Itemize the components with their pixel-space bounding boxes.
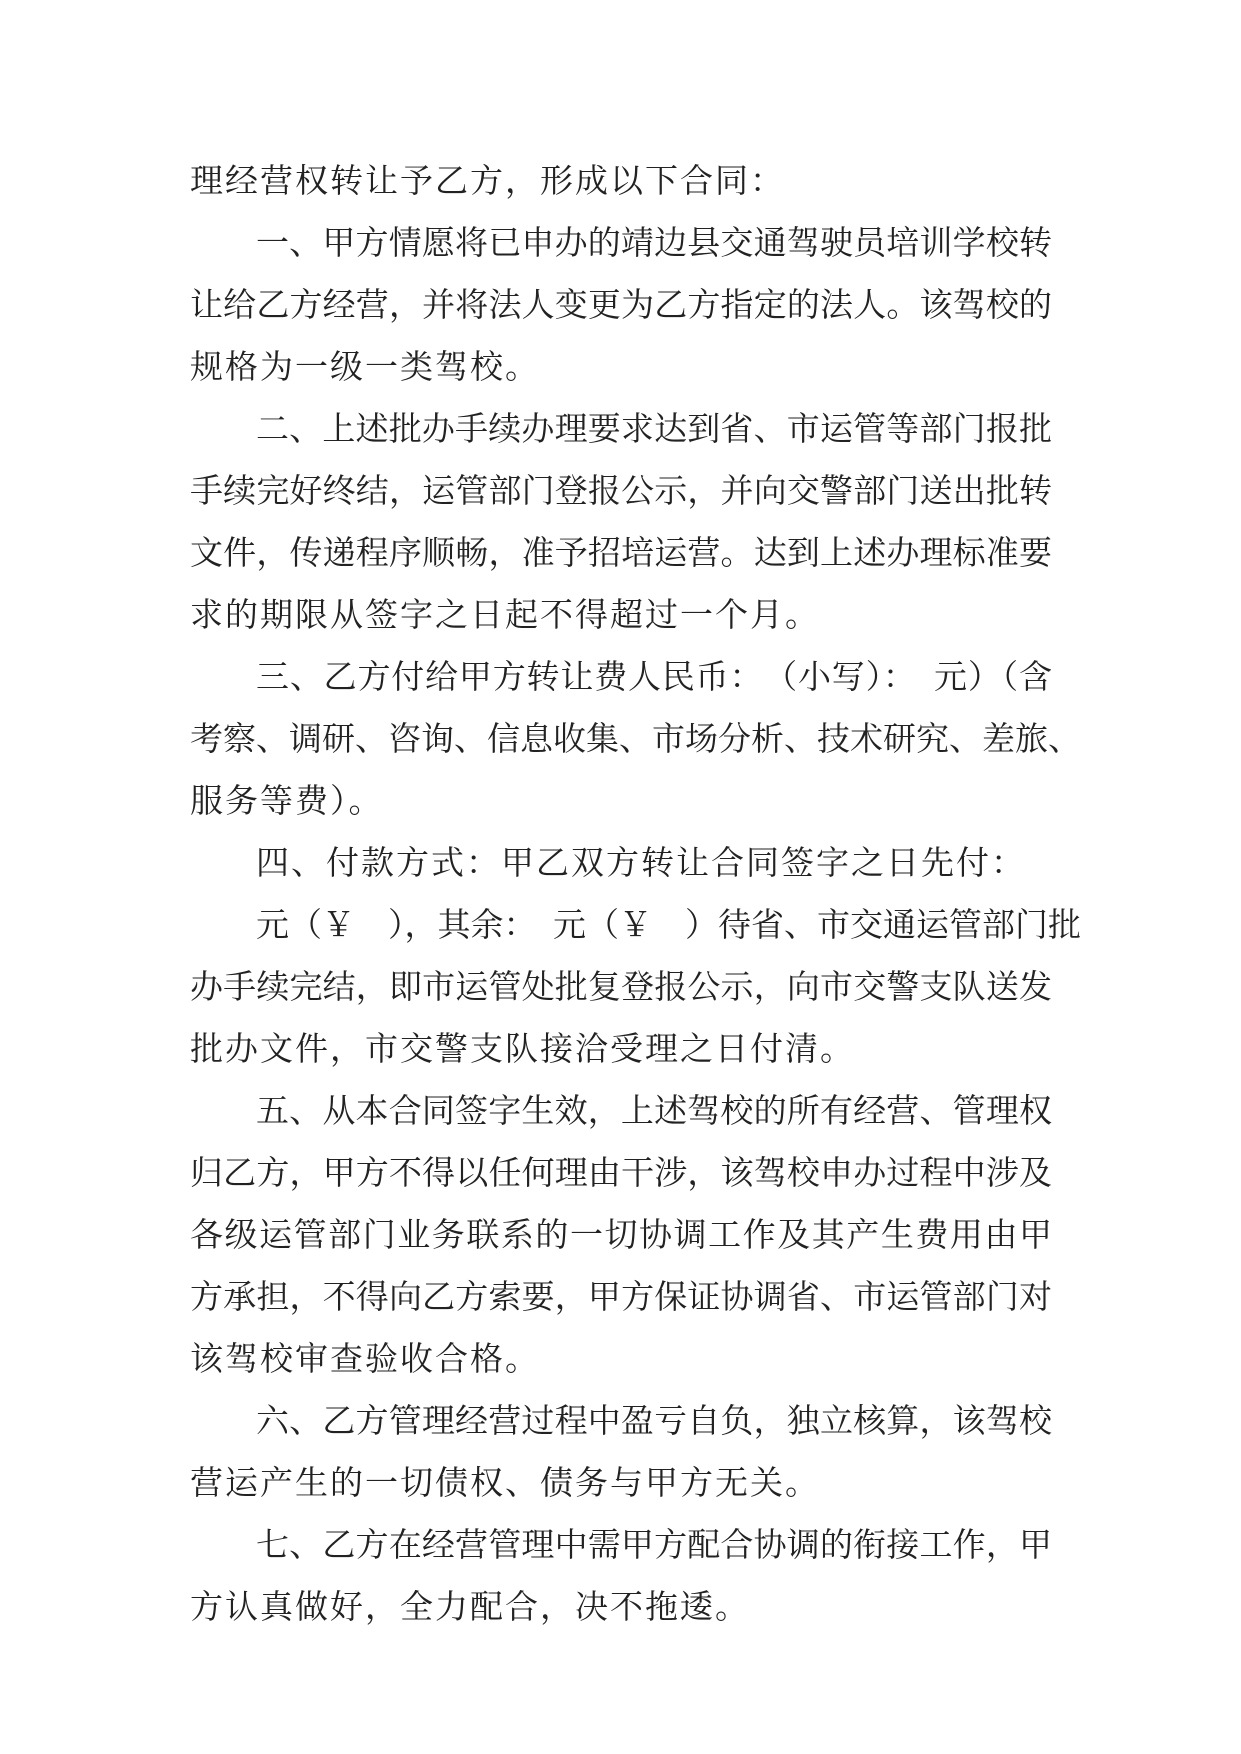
text-line: 服务等费）。 <box>190 781 384 820</box>
text-line: 四、付款方式：甲乙双方转让合同签字之日先付： <box>256 843 1026 882</box>
text-line: 规格为一级一类驾校。 <box>190 347 540 386</box>
text-line: 各级运管部门业务联系的一切协调工作及其产生费用由甲 <box>190 1215 1052 1254</box>
text-line: 办手续完结，即市运管处批复登报公示，向市交警支队送发 <box>190 967 1052 1006</box>
text-line: 让给乙方经营，并将法人变更为乙方指定的法人。该驾校的 <box>190 285 1052 324</box>
text-line: 文件，传递程序顺畅，准予招培运营。达到上述办理标准要 <box>190 533 1052 572</box>
text-line: 方承担，不得向乙方索要，甲方保证协调省、市运管部门对 <box>190 1277 1052 1316</box>
text-line: 营运产生的一切债权、债务与甲方无关。 <box>190 1463 820 1502</box>
text-line: 理经营权转让予乙方，形成以下合同： <box>190 161 785 200</box>
text-line: 三、乙方付给甲方转让费人民币： （小写）： 元）（含 <box>256 657 1052 696</box>
text-line: 批办文件，市交警支队接洽受理之日付清。 <box>190 1029 855 1068</box>
text-line: 该驾校审查验收合格。 <box>190 1339 540 1378</box>
document-page <box>190 150 1081 1638</box>
text-line: 五、从本合同签字生效，上述驾校的所有经营、管理权 <box>256 1091 1052 1130</box>
text-line: 六、乙方管理经营过程中盈亏自负，独立核算，该驾校 <box>256 1401 1052 1440</box>
text-line: 求的期限从签字之日起不得超过一个月。 <box>190 595 820 634</box>
text-line: 归乙方，甲方不得以任何理由干涉，该驾校申办过程中涉及 <box>190 1153 1052 1192</box>
text-line: 考察、调研、咨询、信息收集、市场分析、技术研究、差旅、 <box>190 719 1081 758</box>
text-line: 元（￥ ），其余： 元（￥ ）待省、市交通运管部门批 <box>256 905 1081 944</box>
text-line: 七、乙方在经营管理中需甲方配合协调的衔接工作，甲 <box>256 1525 1052 1564</box>
text-line: 方认真做好，全力配合，决不拖逶。 <box>190 1587 750 1626</box>
text-line: 二、上述批办手续办理要求达到省、市运管等部门报批 <box>256 409 1052 448</box>
text-line: 手续完好终结，运管部门登报公示，并向交警部门送出批转 <box>190 471 1052 510</box>
text-line: 一、甲方情愿将已申办的靖边县交通驾驶员培训学校转 <box>256 223 1052 262</box>
